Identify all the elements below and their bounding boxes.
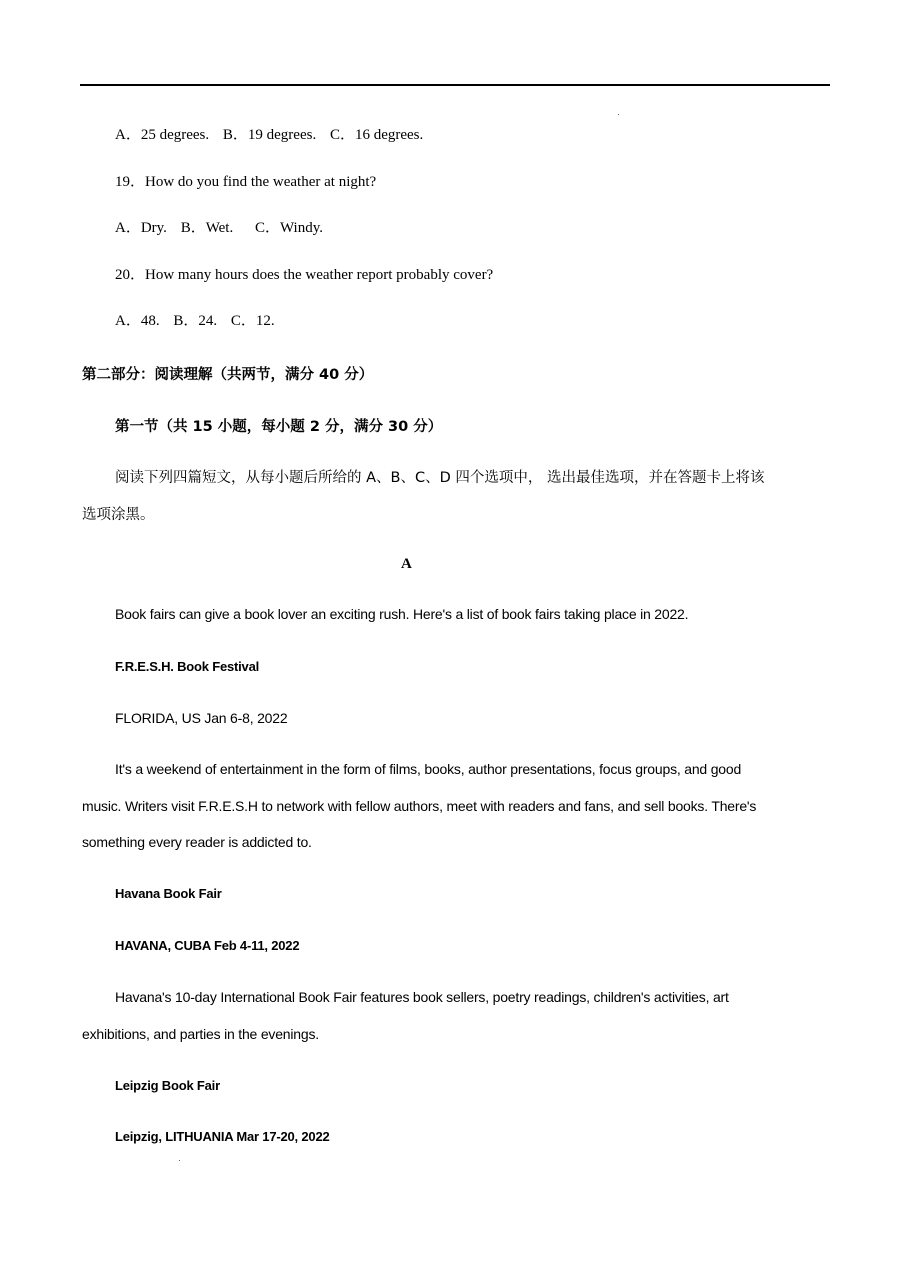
q20-options (115, 309, 275, 330)
fresh-title: F.R.E.S.H. Book Festival (115, 659, 260, 674)
fresh-body-line-2: music. Writers visit F.R.E.S.H to network with fellow authors, meet with readers and fans, and sell books. There's (82, 798, 757, 814)
q18-options (115, 123, 423, 144)
fresh-location: FLORIDA, US Jan 6-8, 2022 (115, 710, 288, 726)
havana-body-line-2: exhibitions, and parties in the evenings. (82, 1026, 319, 1042)
speck (618, 114, 619, 115)
q20-question: 20．How many hours does the weather report probably cover? (115, 267, 494, 283)
fresh-body-line-1: It's a weekend of entertainment in the form of films, books, author presentations, focus groups, and good (115, 761, 742, 777)
header-rule (80, 84, 830, 86)
havana-location: HAVANA, CUBA Feb 4-11, 2022 (115, 938, 300, 953)
passage-intro: Book fairs can give a book lover an exciting rush. Here's a list of book fairs taking place in 2022. (115, 606, 689, 622)
havana-title: Havana Book Fair (115, 886, 222, 901)
instructions-line-1: 阅读下列四篇短文，从每小题后所给的 A、B、C、D 四个选项中， 选出最佳选项，并在答题卡上将该 (115, 470, 765, 486)
fresh-body-line-3: something every reader is addicted to. (82, 834, 312, 850)
q18-option-c: C．16 degrees. (329, 127, 424, 143)
passage-label: A (401, 556, 412, 572)
speck (179, 1160, 180, 1161)
leipzig-title: Leipzig Book Fair (115, 1078, 220, 1093)
q20-option-c: C．12. (230, 313, 275, 329)
q20-option-b: B．24. (173, 313, 218, 329)
havana-body-line-1: Havana's 10-day International Book Fair features book sellers, poetry readings, children's activities, art (115, 989, 729, 1005)
q19-question: 19．How do you find the weather at night? (115, 174, 377, 190)
part2-heading: 第二部分：阅读理解（共两节，满分 40 分） (82, 367, 374, 383)
q18-option-b: B．19 degrees. (222, 127, 317, 143)
q19-options (115, 216, 323, 237)
leipzig-location: Leipzig, LITHUANIA Mar 17-20, 2022 (115, 1129, 330, 1144)
section1-heading: 第一节（共 15 小题，每小题 2 分，满分 30 分） (115, 419, 443, 435)
q18-option-a: A．25 degrees. (115, 127, 210, 143)
q19-option-b: B．Wet. (180, 220, 234, 236)
q20-option-a: A．48. (115, 313, 160, 329)
q19-option-c: C．Windy. (254, 220, 323, 236)
q19-option-a: A．Dry. (115, 220, 167, 236)
instructions-line-2: 选项涂黑。 (82, 507, 155, 523)
